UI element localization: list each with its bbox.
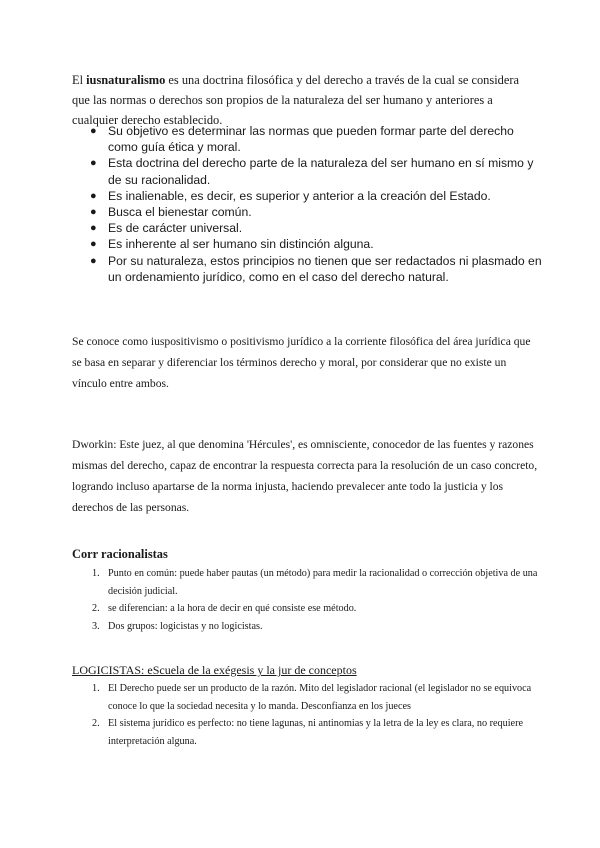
bullet-item <box>72 236 542 252</box>
para1-intro: El <box>72 73 87 87</box>
bullet-item <box>72 155 542 187</box>
list-text: se diferencian: a la hora de decir en qué consiste ese método. <box>108 603 357 615</box>
list-item <box>72 618 542 636</box>
para1-term: iusnaturalismo <box>86 73 166 87</box>
list-number: 3. <box>92 620 100 632</box>
bullet-dot-icon: ● <box>90 238 97 251</box>
list-text: El Derecho puede ser un producto de la razón. Mito del legislador racional (el legislador no se equivoca conoce lo que la sociedad necesita y lo manda. Desconfianza en los jueces <box>108 683 532 712</box>
list-text: Punto en común: puede haber pautas (un método) para medir la racionalidad o corrección objetiva de una decisión judicial. <box>108 568 538 597</box>
list-number: 2. <box>92 603 100 615</box>
bullet-text: Por su naturaleza, estos principios no tienen que ser redactados ni plasmado en un ordenamiento jurídico, como en el caso del derecho natural. <box>108 253 542 284</box>
paragraph-iuspositivismo: Se conoce como iuspositivismo o positivismo jurídico a la corriente filosófica del área jurídica que se basa en separar y diferenciar los términos derecho y moral, por considerar que no existe un vínculo entre ambos. <box>72 335 531 390</box>
numbered-list-logicistas <box>72 680 542 750</box>
bullet-text: Es de carácter universal. <box>108 221 243 236</box>
paragraph-iusnaturalismo <box>72 70 532 130</box>
bullet-text: Es inherente al ser humano sin distinción alguna. <box>108 237 374 252</box>
bullet-item <box>72 123 542 155</box>
list-item <box>72 565 542 600</box>
para1-rest: es una doctrina filosófica y del derecho a través de la cual se considera que las normas o derechos son propios de la naturaleza del ser humano y anteriores a cualquier derecho establecido. <box>72 73 519 127</box>
section-heading-racionalistas: Corr racionalistas <box>72 547 168 561</box>
list-item <box>72 715 542 750</box>
bullet-text: Busca el bienestar común. <box>108 205 252 220</box>
bullet-text: Es inalienable, es decir, es superior y anterior a la creación del Estado. <box>108 188 491 203</box>
bullet-text: Esta doctrina del derecho parte de la naturaleza del ser humano en sí mismo y de su racionalidad. <box>108 156 534 187</box>
list-number: 1. <box>92 683 100 694</box>
bullet-item <box>72 253 542 285</box>
list-number: 1. <box>92 568 100 579</box>
section-heading-logicistas: LOGICISTAS: eScuela de la exégesis y la jur de conceptos <box>72 663 357 677</box>
bullet-dot-icon: ● <box>90 254 97 267</box>
bullet-item <box>72 204 542 220</box>
numbered-list-racionalistas <box>72 565 542 635</box>
bullet-list <box>72 123 542 285</box>
bullet-item <box>72 220 542 236</box>
list-item <box>72 600 542 618</box>
bullet-dot-icon: ● <box>90 206 97 219</box>
list-text: Dos grupos: logicistas y no logicistas. <box>108 620 263 632</box>
bullet-item <box>72 188 542 204</box>
paragraph-dworkin: Dworkin: Este juez, al que denomina 'Hércules', es omnisciente, conocedor de las fuentes y razones mismas del derecho, capaz de encontrar la respuesta correcta para la resolución de un caso concreto, logrando incluso apartarse de la norma injusta, haciendo prevalecer ante todo la justicia y los derechos de las personas. <box>72 438 538 514</box>
bullet-text: Su objetivo es determinar las normas que pueden formar parte del derecho como guía ética y moral. <box>108 124 514 155</box>
bullet-dot-icon: ● <box>90 222 97 235</box>
list-item <box>72 680 542 715</box>
list-number: 2. <box>92 718 100 730</box>
bullet-dot-icon: ● <box>90 125 97 137</box>
list-text: El sistema jurídico es perfecto: no tiene lagunas, ni antinomias y la letra de la ley es clara, no requiere interpretación alguna. <box>108 718 523 747</box>
bullet-dot-icon: ● <box>90 189 97 202</box>
bullet-dot-icon: ● <box>90 157 97 170</box>
